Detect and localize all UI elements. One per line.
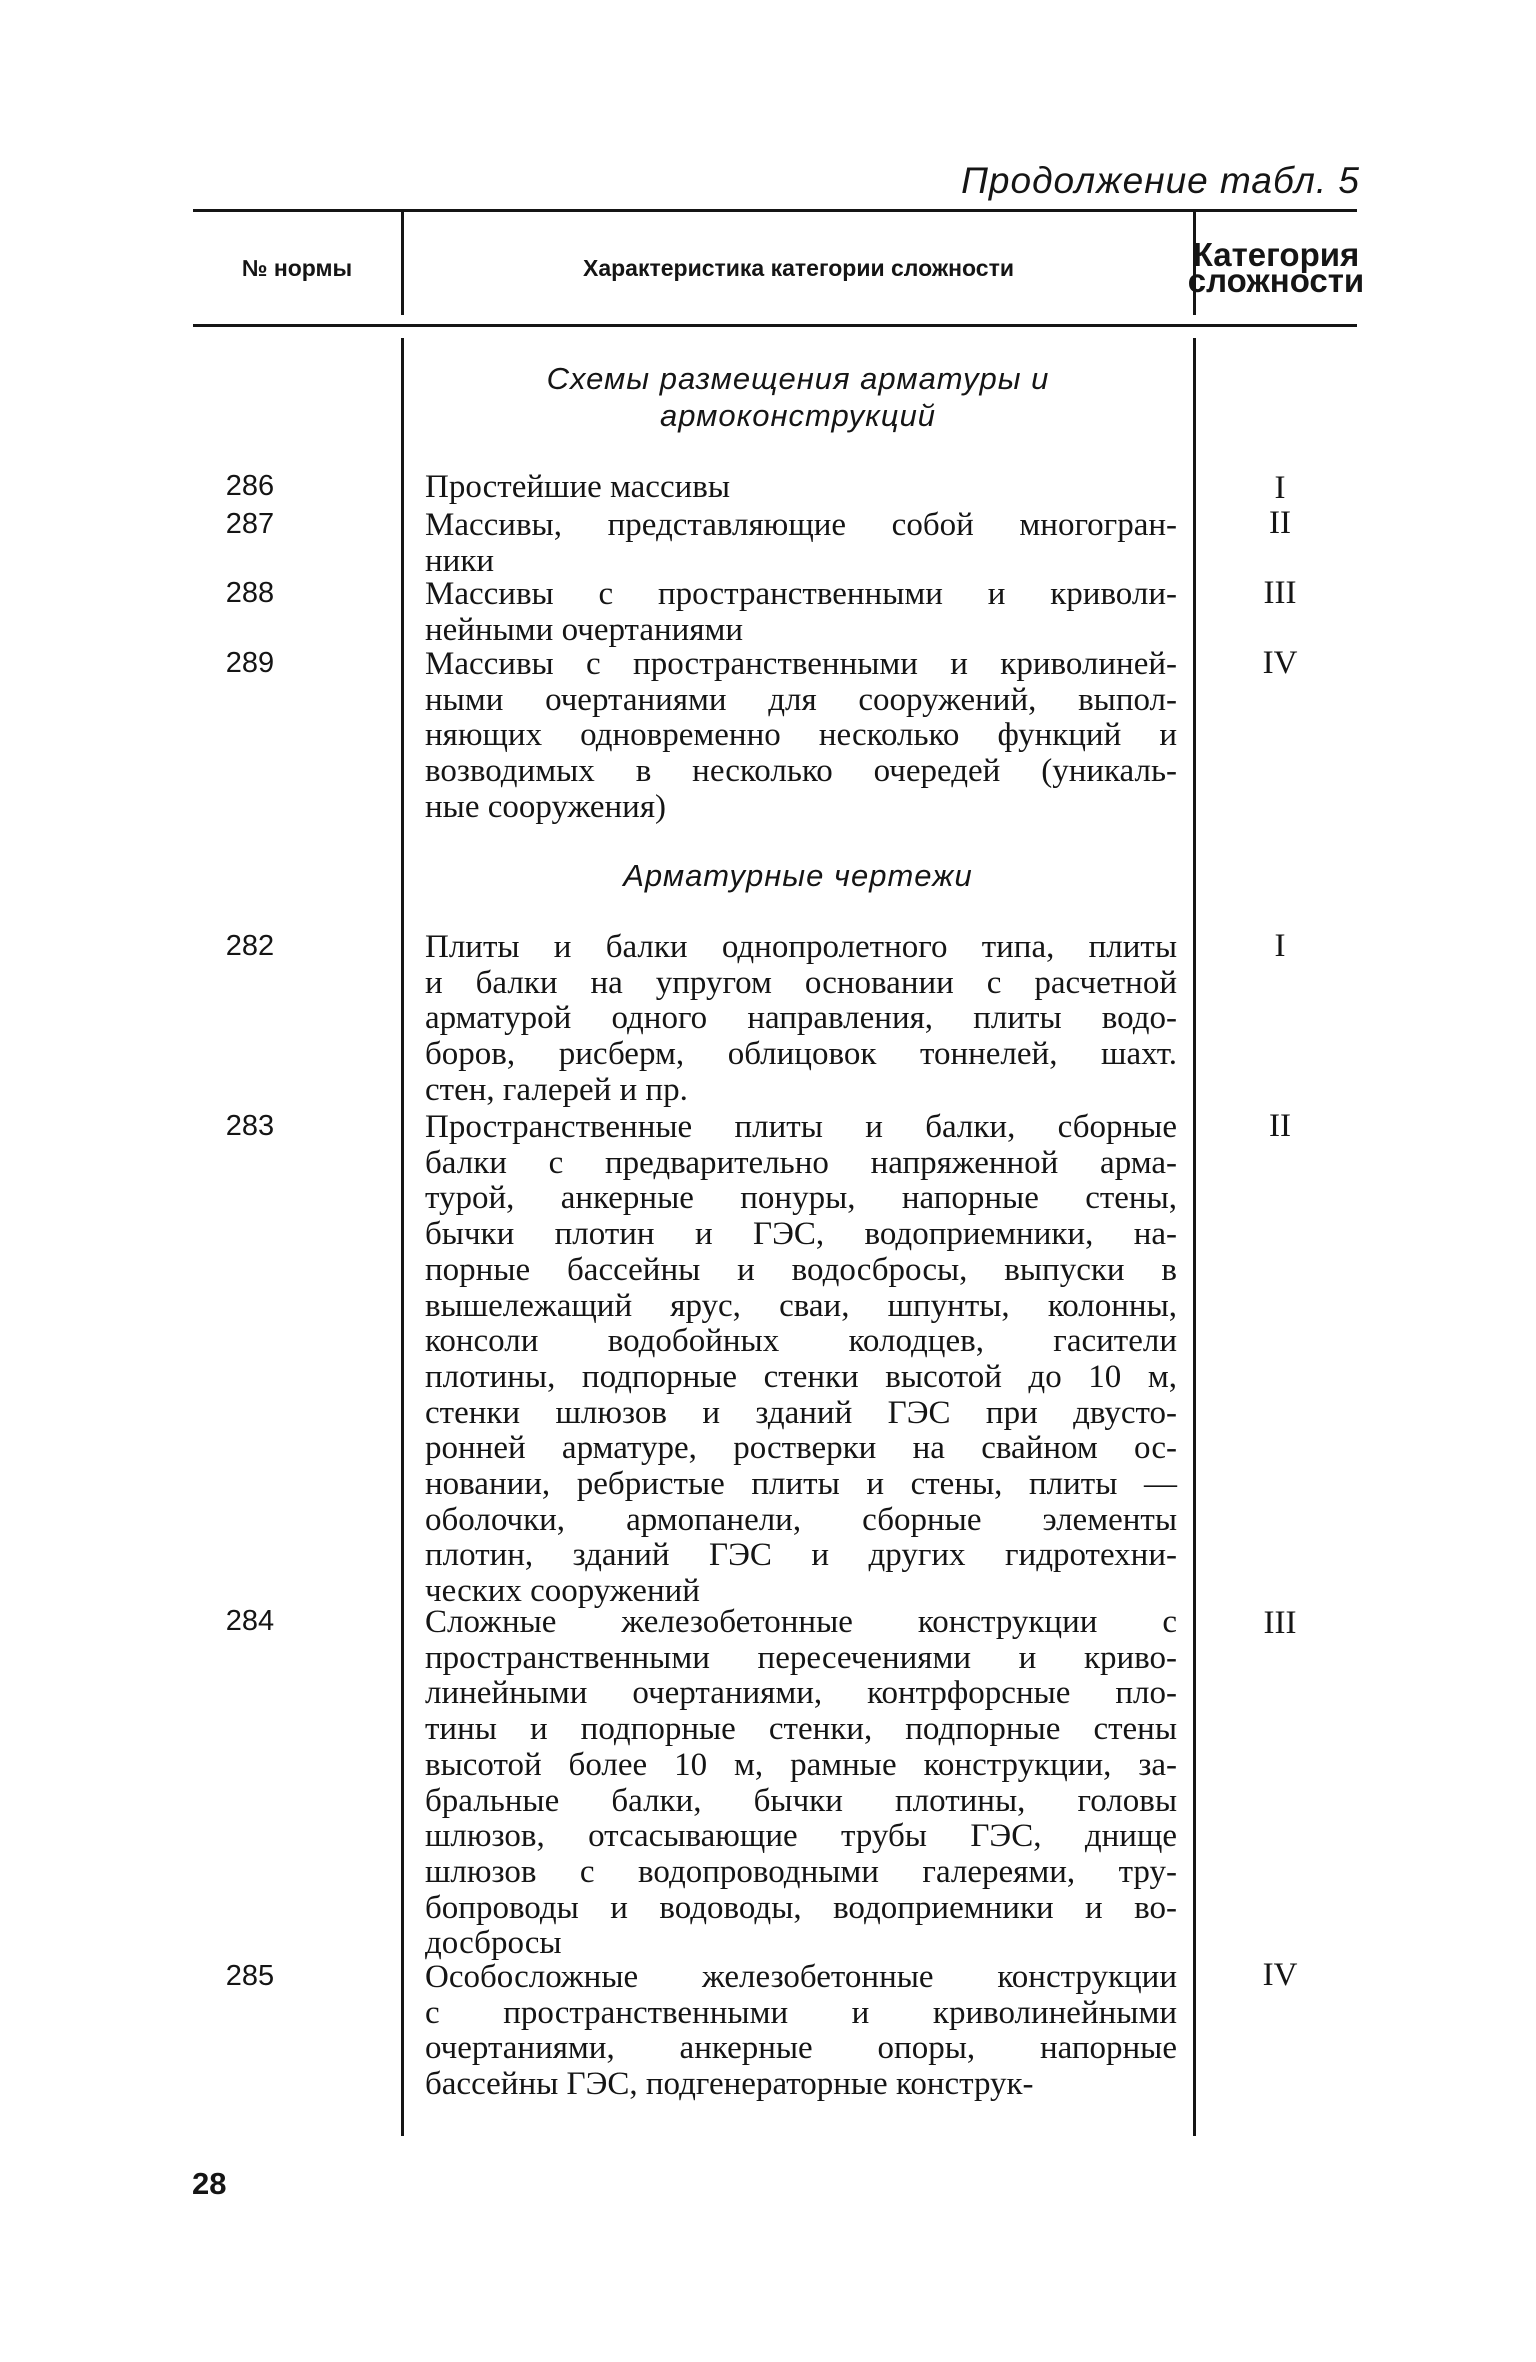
description-line: стенки шлюзов и зданий ГЭС при двусто- <box>425 1394 1177 1431</box>
description-line: ники <box>425 542 495 579</box>
header-category-col <box>1187 212 1365 324</box>
description-line: Простейшие массивы <box>425 469 731 505</box>
complexity-category: I <box>1274 470 1286 506</box>
section-title-line: Арматурные чертежи <box>623 858 973 893</box>
description-line: Массивы с пространственными и криволиней- <box>425 646 1177 682</box>
description-line: турой, анкерные понуры, напорные стены, <box>425 1180 1177 1217</box>
description-line: Плиты и балки однопролетного типа, плиты <box>425 929 1177 965</box>
description-line: вышележащий ярус, сваи, шпунты, колонны, <box>425 1287 1177 1324</box>
complexity-category: III <box>1263 575 1297 611</box>
description-line: досбросы <box>425 1925 562 1962</box>
complexity-category: I <box>1274 928 1286 964</box>
complexity-category: IV <box>1262 645 1298 681</box>
complexity-category: IV <box>1262 1957 1298 1993</box>
table-caption: Продолжение табл. 5 <box>961 160 1360 201</box>
norm-number: 288 <box>225 577 275 609</box>
description-line: стен, галерей и пр. <box>425 1071 688 1108</box>
description-line: бассейны ГЭС, подгенераторные конструк- <box>425 2066 1034 2103</box>
description-line: няющих одновременно несколько функций и <box>425 717 1177 754</box>
norm-number: 285 <box>225 1960 275 1992</box>
description-line: боров, рисберм, облицовок тоннелей, шахт. <box>425 1036 1177 1073</box>
description-line: консоли водобойных колодцев, гасители <box>425 1323 1177 1360</box>
description-line: ными очертаниями для сооружений, выпол- <box>425 681 1177 718</box>
description-line: Массивы, представляющие собой многогран- <box>425 507 1177 543</box>
norm-description <box>425 1960 1177 2103</box>
description-line: бопроводы и водоводы, водоприемники и во- <box>425 1889 1177 1926</box>
norm-description <box>425 1110 1177 1610</box>
description-line: тины и подпорные стенки, подпорные стены <box>425 1711 1177 1748</box>
description-line: Массивы с пространственными и криволи- <box>425 576 1177 612</box>
description-line: шлюзов с водопроводными галереями, тру- <box>425 1853 1177 1890</box>
column-divider-left <box>401 338 404 2136</box>
description-line: бральные балки, бычки плотины, головы <box>425 1782 1177 1819</box>
description-line: порные бассейны и водосбросы, выпуски в <box>425 1251 1177 1288</box>
norm-number: 283 <box>225 1110 275 1142</box>
column-divider-right <box>1193 338 1196 2136</box>
header-bottom-rule <box>193 324 1357 327</box>
description-line: пространственными пересечениями и криво- <box>425 1639 1177 1676</box>
norm-description <box>425 1605 1177 1962</box>
norm-description <box>425 930 1177 1109</box>
description-line: оболочки, армопанели, сборные элементы <box>425 1501 1177 1538</box>
header-number-col: № нормы <box>241 255 353 281</box>
header-description-col: Характеристика категории сложности <box>582 255 1014 281</box>
description-line: Особосложные железобетонные конструкции <box>425 1959 1177 1995</box>
norm-number: 284 <box>225 1605 275 1637</box>
description-line: ческих сооружений <box>425 1573 700 1610</box>
description-line: шлюзов, отсасывающие трубы ГЭС, днище <box>425 1818 1177 1855</box>
description-line: и балки на упругом основании с расчетной <box>425 964 1177 1001</box>
description-line: с пространственными и криволинейными <box>425 1994 1177 2031</box>
section-title-line: Схемы размещения арматуры и <box>546 361 1050 396</box>
description-line: новании, ребристые плиты и стены, плиты — <box>425 1466 1177 1503</box>
description-line: нейными очертаниями <box>425 611 744 648</box>
description-line: бычки плотин и ГЭС, водоприемники, на- <box>425 1216 1177 1253</box>
complexity-category: II <box>1269 1108 1291 1144</box>
description-line: плотины, подпорные стенки высотой до 10 м, <box>425 1358 1177 1395</box>
norm-number: 287 <box>225 508 275 540</box>
complexity-category: III <box>1263 1605 1297 1641</box>
norm-description <box>425 577 1177 648</box>
norm-number: 282 <box>225 930 275 962</box>
description-line: Сложные железобетонные конструкции с <box>425 1604 1177 1640</box>
description-line: балки с предварительно напряженной арма- <box>425 1144 1177 1181</box>
description-line: линейными очертаниями, контрфорсные пло- <box>425 1675 1177 1712</box>
description-line: очертаниями, анкерные опоры, напорные <box>425 2030 1177 2067</box>
header-category-line2: сложности <box>1187 262 1365 299</box>
complexity-category: II <box>1269 505 1291 541</box>
description-line: возводимых в несколько очередей (уникаль- <box>425 753 1177 790</box>
norm-description <box>425 647 1177 826</box>
norm-description <box>425 508 1177 579</box>
section-title <box>408 857 1188 894</box>
description-line: арматурой одного направления, плиты водо- <box>425 1000 1177 1037</box>
header-category-line1: Категория <box>1192 236 1360 273</box>
description-line: плотин, зданий ГЭС и других гидротехни- <box>425 1537 1177 1574</box>
norm-number: 286 <box>225 470 275 502</box>
description-line: Пространственные плиты и балки, сборные <box>425 1109 1177 1145</box>
description-line: ронней арматуре, ростверки на свайном ос- <box>425 1430 1177 1467</box>
description-line: ные сооружения) <box>425 788 667 825</box>
norm-number: 289 <box>225 647 275 679</box>
page-number: 28 <box>192 2166 227 2201</box>
section-title-line: армоконструкций <box>659 398 937 433</box>
description-line: высотой более 10 м, рамные конструкции, за- <box>425 1746 1177 1783</box>
norm-description <box>425 470 1177 506</box>
section-title <box>408 360 1188 434</box>
